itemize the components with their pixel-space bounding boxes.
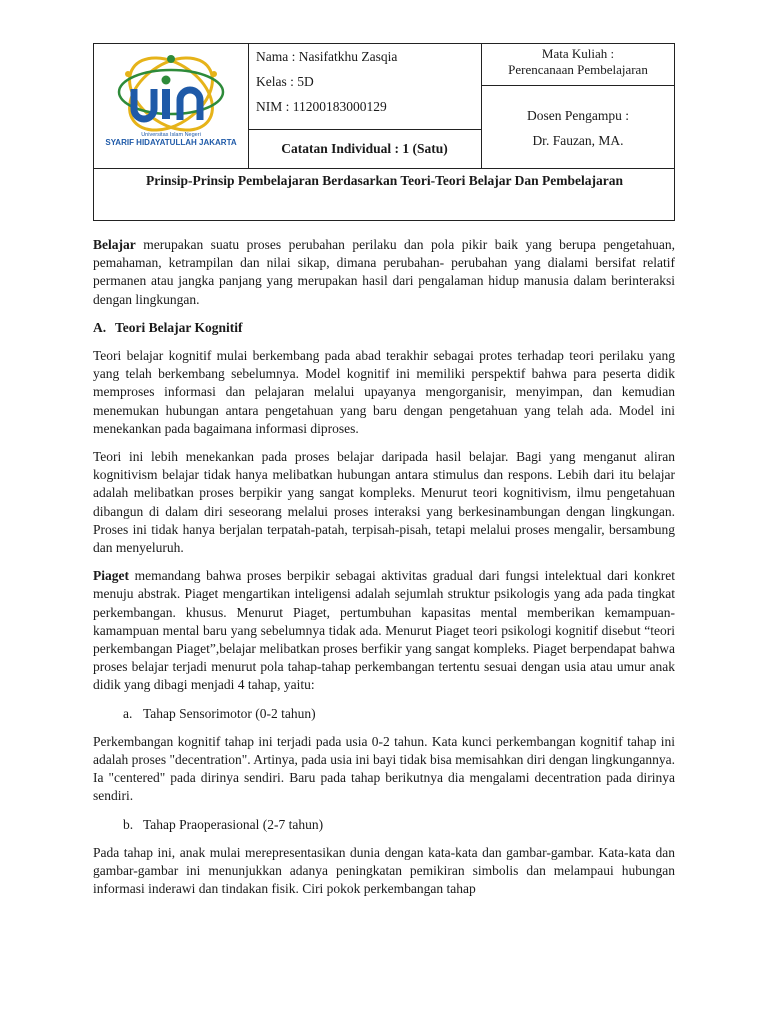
- course-name: Perencanaan Pembelajaran: [508, 62, 648, 77]
- student-class: Kelas : 5D: [256, 74, 314, 89]
- piaget-bold: Piaget: [93, 568, 129, 584]
- intro-text: merupakan suatu proses perubahan perilaku dan pola pikir baik yang berupa pengetahuan, pemahaman, ketrampilan dan nilai sikap, dimana perubahan- perubahan yang dialami bersifat relatif permanen atau jangka panjang yang merupakan hasil dari pengalaman hidup manusia dalam berinteraksi dengan lingkungan.: [93, 237, 675, 307]
- catatan-label: Catatan Individual : 1 (Satu): [248, 129, 482, 169]
- subsection-a-title: Tahap Sensorimotor (0-2 tahun): [143, 705, 316, 721]
- subsection-a: [123, 705, 675, 723]
- subsection-b: [123, 816, 675, 834]
- paragraph-5: Pada tahap ini, anak mulai merepresentasikan dunia dengan kata-kata dan gambar-gambar. Kata-kata dan gambar-gambar ini menunjukkan adanya peningkatan pemikiran simbolis dan melampaui hubungan informasi inderawi dan tindakan fisik. Ciri pokok perkembangan tahap: [93, 844, 675, 897]
- logo-main-text: SYARIF HIDAYATULLAH JAKARTA: [105, 138, 237, 147]
- lecturer-info: [481, 85, 675, 169]
- section-a-title: Teori Belajar Kognitif: [115, 319, 243, 335]
- subsection-a-number: a.: [123, 705, 133, 721]
- uin-logo: [94, 44, 249, 169]
- section-a-heading: [93, 319, 675, 337]
- paragraph-2: Teori ini lebih menekankan pada proses belajar daripada hasil belajar. Bagi yang menganut aliran kognitivism belajar tidak hanya melibatkan hubungan antara stimulus dan respons. Lebih dari itu belajar adalah melibatkan proses berpikir yang sangat kompleks. Menurut teori kognitivism, ilmu pengetahuan dibangun di dalam diri seseorang melalui proses interaksi yang berkesinambungan dengan lingkungan. Proses ini tidak hanya berjalan terpatah-patah, terpisah-pisah, tetapi melalui proses mengalir, bersambung dan menyeluruh.: [93, 449, 675, 556]
- document-body: [93, 236, 675, 909]
- logo-cell: [94, 44, 249, 169]
- subsection-b-number: b.: [123, 816, 134, 832]
- header-table: [93, 43, 675, 221]
- subsection-b-title: Tahap Praoperasional (2-7 tahun): [143, 816, 324, 832]
- logo-small-text: Universitas Islam Negeri: [141, 132, 201, 138]
- student-nim: NIM : 11200183000129: [256, 99, 387, 114]
- section-a-number: A.: [93, 319, 107, 335]
- paragraph-1: Teori belajar kognitif mulai berkembang pada abad terakhir sebagai protes terhadap teori perilaku yang yang telah berkembang sebelumnya. Model kognitif ini memiliki perspektif bahwa para peserta didik memproses informasi dan pelajaran melalui upayanya mengorganisir, menyimpan, dan kemudian menemukan hubungan antara pengetahuan yang baru dengan pengetahuan yang telah ada. Model ini menekankan pada bagaimana informasi diproses.: [93, 348, 675, 436]
- paragraph-3-text: memandang bahwa proses berpikir sebagai aktivitas gradual dari fungsi intelektual dari konkret menuju abstrak. Piaget mengartikan inteligensi adalah sejumlah struktur psikologis yang ada pada tingkat perkembangan. khusus. Menurut Piaget, pertumbuhan kapasitas mental memberikan kemampuan-kamampuan mental baru yang sebelumnya tidak ada. Menurut Piaget teori psikologi kognitif disebut “teori perkembangan Piaget”,belajar melibatkan proses berfikir yang sangat kompleks. Piaget berpendapat bahwa proses belajar terjadi menurut pola tahap-tahap perkembangan tertentu sesuai dengan usia atau umur anak didik yang dibagi menjadi 4 tahap, yaitu:: [93, 568, 675, 693]
- student-info: [248, 44, 482, 130]
- intro-paragraph: [93, 236, 675, 309]
- course-label: Mata Kuliah :: [541, 46, 615, 61]
- lecturer-name: Dr. Fauzan, MA.: [532, 133, 624, 148]
- paragraph-4: Perkembangan kognitif tahap ini terjadi pada usia 0-2 tahun. Kata kunci perkembangan kognitif tahap ini adalah proses "decentration". Artinya, pada usia ini bayi tidak bisa memisahkan diri dengan lingkungannya. Ia "centered" pada dirinya sendiri. Baru pada tahap berikutnya dia mengalami decentration pada dirinya sendiri.: [93, 733, 675, 804]
- student-name: Nama : Nasifatkhu Zasqia: [256, 49, 398, 64]
- document-title: Prinsip-Prinsip Pembelajaran Berdasarkan Teori-Teori Belajar Dan Pembelajaran: [146, 173, 623, 188]
- lecturer-label: Dosen Pengampu :: [527, 108, 629, 123]
- paragraph-3: [93, 567, 675, 694]
- intro-bold: Belajar: [93, 237, 136, 252]
- course-info: [481, 44, 675, 86]
